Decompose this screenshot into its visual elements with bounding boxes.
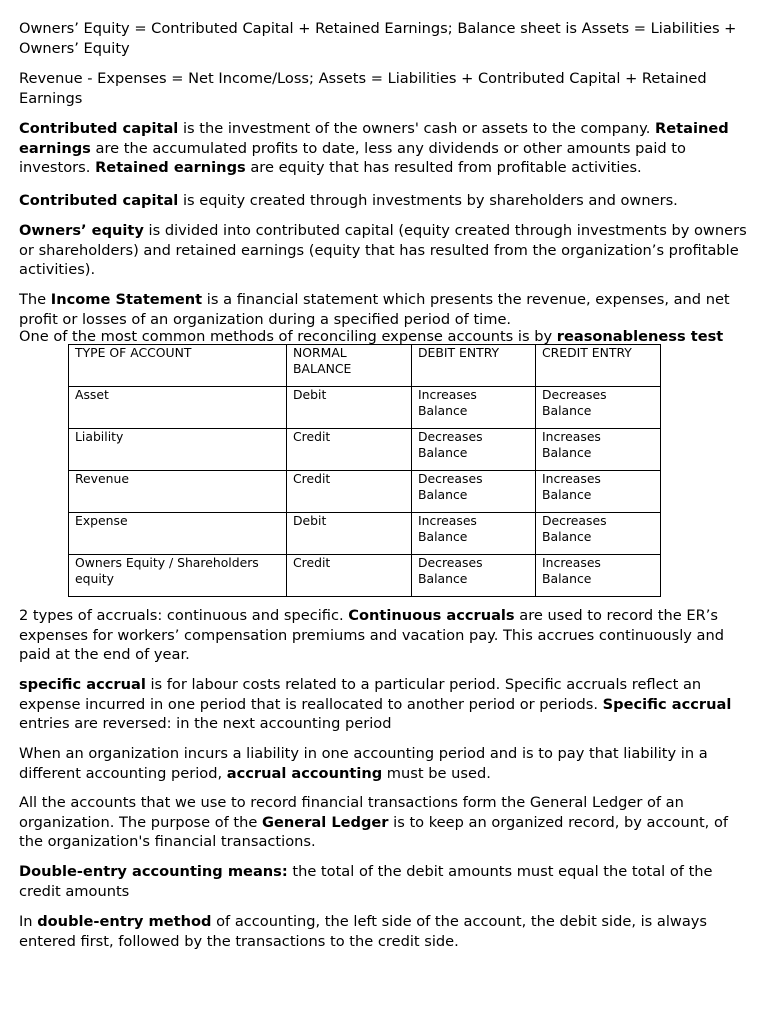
paragraph-text: All the accounts that we use to record financial transactions form the General Ledger of an organization. The purpose of the bbox=[19, 794, 684, 831]
accrual-types-paragraph bbox=[19, 606, 751, 665]
table-cell: Decreases Balance bbox=[412, 471, 536, 513]
table-cell: Decreases Balance bbox=[536, 513, 661, 555]
bold-term: Contributed capital bbox=[19, 192, 179, 209]
paragraph-text: Owners’ Equity = Contributed Capital + Retained Earnings; Balance sheet is Assets = Liabilities + Owners’ Equity bbox=[19, 20, 737, 57]
table-cell: Debit bbox=[287, 387, 412, 429]
bold-term: reasonableness test bbox=[556, 328, 724, 345]
table-cell: Increases Balance bbox=[536, 471, 661, 513]
table-cell: Asset bbox=[69, 387, 287, 429]
table-header-row bbox=[69, 345, 661, 387]
table-cell: Decreases Balance bbox=[412, 555, 536, 597]
contributed-capital-paragraph bbox=[19, 191, 751, 211]
paragraph-text: The bbox=[19, 291, 51, 308]
paragraph-text: entries are reversed: in the next accounting period bbox=[19, 715, 392, 732]
paragraph-text: is for labour costs related to a particular period. Specific accruals reflect an expense incurred in one period that is reallocated to another period or periods. bbox=[19, 676, 702, 713]
table-cell: Debit bbox=[287, 513, 412, 555]
paragraph-text: are the accumulated profits to date, less any dividends or other amounts paid to investors. bbox=[19, 139, 686, 176]
table-cell: Owners Equity / Shareholders equity bbox=[69, 555, 287, 597]
accrual-accounting-paragraph bbox=[19, 744, 751, 783]
bold-term: accrual accounting bbox=[226, 764, 383, 782]
owners-equity-paragraph bbox=[19, 221, 751, 280]
bold-term: Contributed capital bbox=[19, 120, 179, 137]
double-entry-method-paragraph bbox=[19, 912, 751, 951]
table-cell: Expense bbox=[69, 513, 287, 555]
paragraph-text: is to keep an organized record, by account, of the organization's financial transactions. bbox=[19, 813, 729, 850]
equity-equation-paragraph bbox=[19, 19, 751, 58]
table-cell: Revenue bbox=[69, 471, 287, 513]
bold-term: Retained earnings bbox=[19, 120, 729, 157]
header-cell: TYPE OF ACCOUNT bbox=[69, 345, 287, 387]
paragraph-text: is a financial statement which presents the revenue, expenses, and net profit or losses of an organization during a specified period of time. bbox=[19, 291, 730, 328]
paragraph-text: When an organization incurs a liability in one accounting period and is to pay that liability in a different accounting period, bbox=[19, 745, 708, 782]
table-row bbox=[69, 429, 661, 471]
table-row bbox=[69, 555, 661, 597]
paragraph-text: In bbox=[19, 913, 38, 930]
table-cell: Credit bbox=[287, 429, 412, 471]
bold-term: Continuous accruals bbox=[348, 607, 515, 624]
capital-definitions-paragraph bbox=[19, 119, 751, 178]
table-cell: Credit bbox=[287, 555, 412, 597]
paragraph-text: is divided into contributed capital (equity created through investments by owners or shareholders) and retained earnings (equity that has resulted from the organization’s profitable activities). bbox=[19, 222, 747, 278]
paragraph-text: is the investment of the owners' cash or assets to the company. bbox=[178, 120, 655, 137]
table-cell: Decreases Balance bbox=[536, 387, 661, 429]
general-ledger-paragraph bbox=[19, 793, 751, 852]
table-cell: Liability bbox=[69, 429, 287, 471]
table-cell: Increases Balance bbox=[412, 513, 536, 555]
table-cell: Increases Balance bbox=[536, 555, 661, 597]
table-row bbox=[69, 387, 661, 429]
paragraph-text: One of the most common methods of reconciling expense accounts is by bbox=[19, 328, 557, 345]
table-row bbox=[69, 471, 661, 513]
header-cell: NORMAL BALANCE bbox=[287, 345, 412, 387]
bold-term: Specific accrual bbox=[602, 695, 732, 713]
bold-term: Retained earnings bbox=[95, 159, 246, 176]
bold-term: Double-entry accounting means: bbox=[19, 863, 288, 880]
specific-accrual-paragraph bbox=[19, 675, 751, 734]
bold-term: General Ledger bbox=[262, 813, 389, 831]
double-entry-paragraph bbox=[19, 862, 751, 901]
paragraph-text: must be used. bbox=[382, 764, 491, 782]
paragraph-text: is equity created through investments by shareholders and owners. bbox=[178, 192, 678, 209]
bold-term: specific accrual bbox=[19, 676, 146, 693]
bold-term: Owners’ equity bbox=[19, 222, 144, 239]
header-cell: CREDIT ENTRY bbox=[536, 345, 661, 387]
paragraph-text: are equity that has resulted from profitable activities. bbox=[245, 159, 642, 176]
paragraph-text: of accounting, the left side of the account, the debit side, is always entered first, followed by the transactions to the credit side. bbox=[19, 913, 708, 950]
paragraph-text: are used to record the ER’s expenses for workers’ compensation premiums and vacation pay. This accrues continuously and paid at the end of year. bbox=[19, 607, 724, 663]
bold-term: Income Statement bbox=[50, 291, 203, 308]
account-types-table bbox=[68, 344, 661, 597]
table-cell: Increases Balance bbox=[536, 429, 661, 471]
income-equation-paragraph bbox=[19, 69, 751, 108]
table-cell: Credit bbox=[287, 471, 412, 513]
paragraph-text: Revenue - Expenses = Net Income/Loss; Assets = Liabilities + Contributed Capital + Retained Earnings bbox=[19, 70, 707, 107]
bold-term: double-entry method bbox=[37, 913, 212, 930]
table-cell: Decreases Balance bbox=[412, 429, 536, 471]
table-cell: Increases Balance bbox=[412, 387, 536, 429]
paragraph-text: the total of the debit amounts must equal the total of the credit amounts bbox=[19, 863, 713, 900]
table-row bbox=[69, 513, 661, 555]
header-cell: DEBIT ENTRY bbox=[412, 345, 536, 387]
income-statement-paragraph bbox=[19, 290, 751, 329]
paragraph-text: 2 types of accruals: continuous and specific. bbox=[19, 607, 349, 624]
